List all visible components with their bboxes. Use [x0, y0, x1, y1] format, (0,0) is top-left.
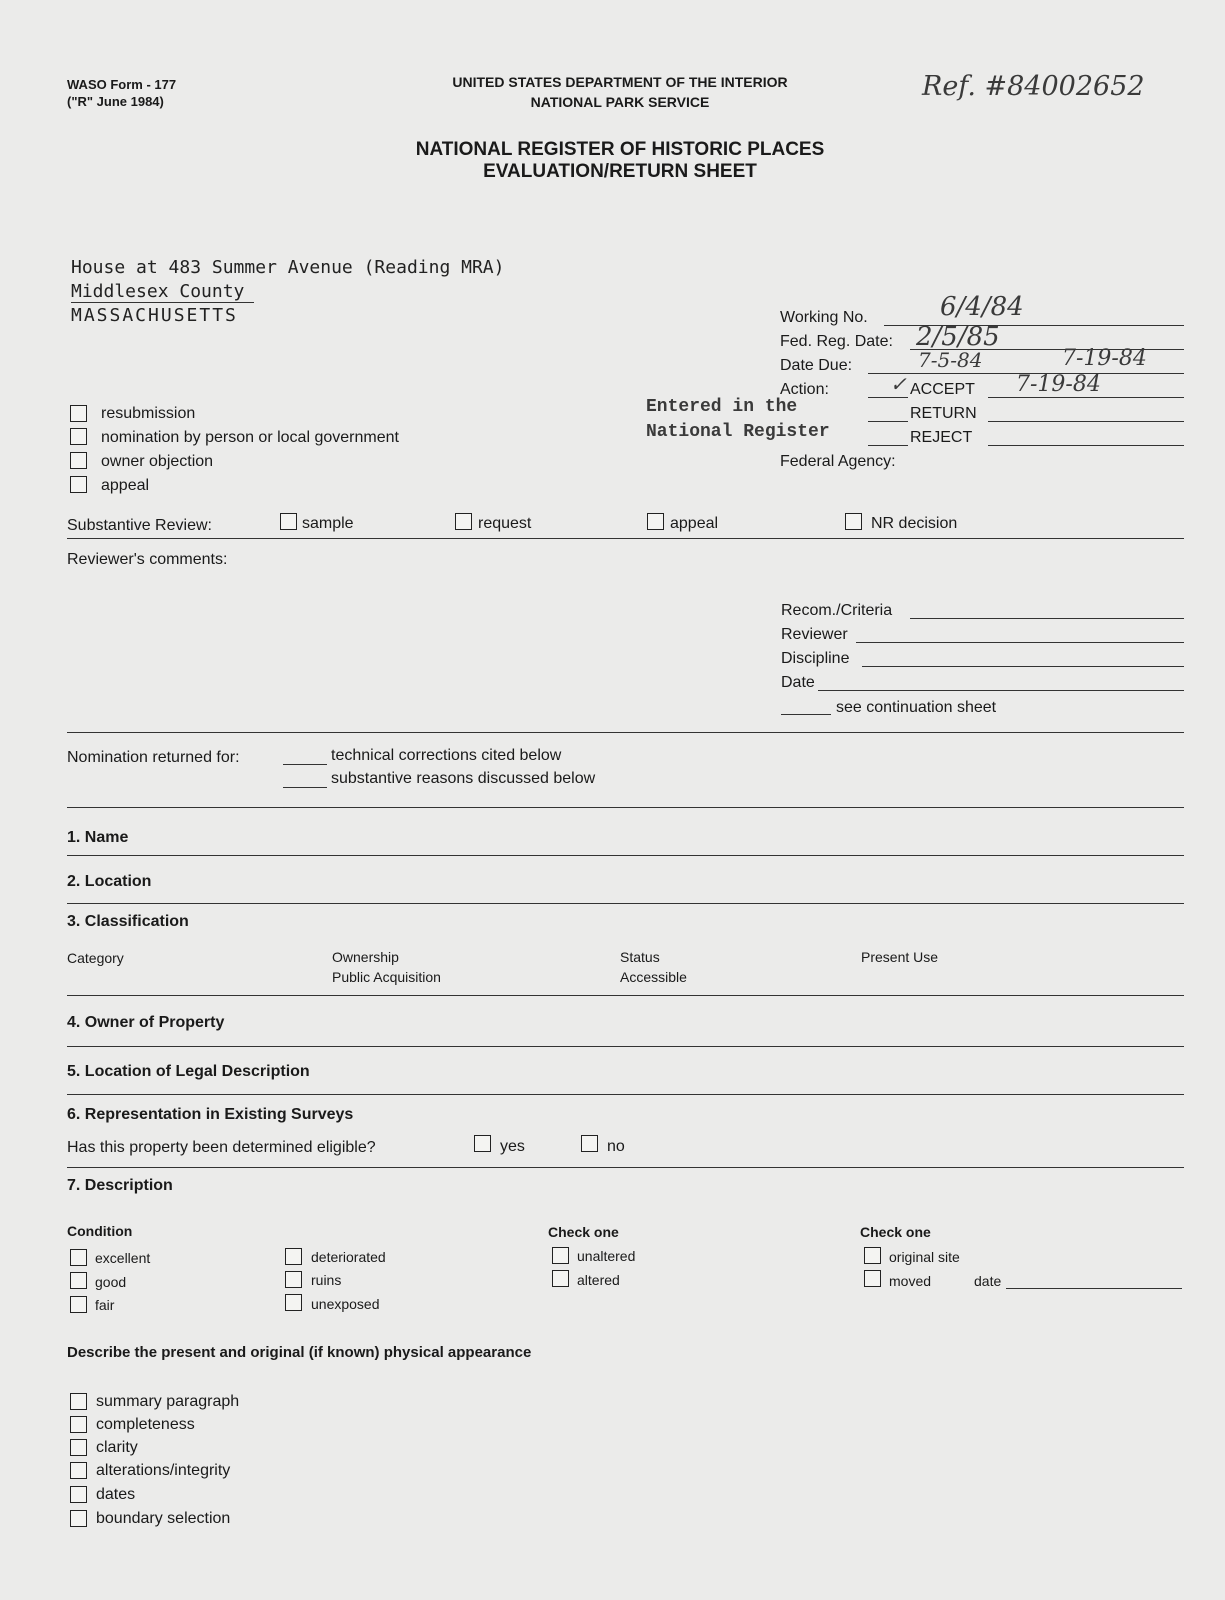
divider [67, 995, 1184, 996]
recom-criteria-label: Recom./Criteria [781, 602, 893, 619]
deteriorated-label: deteriorated [311, 1249, 386, 1265]
boundary-selection-checkbox[interactable] [70, 1510, 87, 1527]
substantive-review-label: Substantive Review: [67, 517, 212, 534]
public-acquisition-label: Public Acquisition [332, 969, 441, 985]
divider [67, 732, 1184, 733]
request-checkbox[interactable] [455, 513, 472, 530]
sample-label: sample [302, 515, 354, 532]
eligible-yes-checkbox[interactable] [474, 1135, 491, 1152]
appearance-heading: Describe the present and original (if known) physical appearance [67, 1344, 532, 1361]
property-name: House at 483 Summer Avenue (Reading MRA) [71, 257, 505, 278]
accept-line [988, 397, 1184, 398]
appeal-review-checkbox[interactable] [647, 513, 664, 530]
service-name: NATIONAL PARK SERVICE [530, 94, 710, 110]
section-owner-heading: 4. Owner of Property [67, 1014, 225, 1031]
continuation-blank [781, 714, 831, 715]
moved-date-label: date [974, 1273, 1002, 1289]
excellent-checkbox[interactable] [70, 1249, 87, 1266]
clarity-label: clarity [96, 1439, 138, 1456]
present-use-label: Present Use [861, 949, 939, 965]
moved-label: moved [889, 1273, 932, 1289]
entered-stamp-line1: Entered in the [646, 397, 798, 417]
nomination-label: nomination by person or local government [101, 429, 399, 446]
resubmission-label: resubmission [101, 405, 196, 422]
altered-label: altered [577, 1272, 620, 1288]
original-site-label: original site [889, 1249, 960, 1265]
technical-corrections-label: technical corrections cited below [331, 747, 562, 764]
eligible-no-label: no [607, 1138, 625, 1155]
section-legal-description-heading: 5. Location of Legal Description [67, 1063, 310, 1080]
working-no-value: 6/4/84 [940, 292, 1024, 322]
summary-paragraph-label: summary paragraph [96, 1393, 240, 1410]
altered-checkbox[interactable] [552, 1270, 569, 1287]
form-date: ("R" June 1984) [67, 94, 164, 109]
substantive-blank [283, 787, 327, 788]
owner-objection-checkbox[interactable] [70, 452, 87, 469]
check-one-label-a: Check one [548, 1224, 619, 1240]
ruins-label: ruins [311, 1272, 342, 1288]
fair-checkbox[interactable] [70, 1296, 87, 1313]
divider [67, 855, 1184, 856]
form-id: WASO Form - 177 [67, 77, 177, 92]
property-county: Middlesex County [71, 281, 245, 302]
nr-decision-label: NR decision [871, 515, 958, 532]
section-surveys-heading: 6. Representation in Existing Surveys [67, 1106, 354, 1123]
original-site-checkbox[interactable] [864, 1247, 881, 1264]
accessible-label: Accessible [620, 969, 687, 985]
federal-agency-label: Federal Agency: [780, 453, 896, 470]
reject-option: REJECT [910, 429, 973, 446]
date-due-label: Date Due: [780, 357, 853, 374]
review-date-line [818, 690, 1184, 691]
section-description-heading: 7. Description [67, 1177, 173, 1194]
good-checkbox[interactable] [70, 1272, 87, 1289]
return-option: RETURN [910, 405, 977, 422]
divider [67, 1046, 1184, 1047]
reject-blank [868, 445, 908, 446]
date-due-value-1: 7-5-84 [918, 348, 983, 372]
reviewers-comments-label: Reviewer's comments: [67, 551, 228, 568]
appeal-label: appeal [101, 477, 150, 494]
status-label: Status [620, 949, 660, 965]
accept-checkmark: ✓ [890, 372, 907, 396]
divider [67, 1167, 1184, 1168]
resubmission-checkbox[interactable] [70, 405, 87, 422]
form-subtitle: EVALUATION/RETURN SHEET [483, 161, 757, 182]
dates-checkbox[interactable] [70, 1486, 87, 1503]
deteriorated-checkbox[interactable] [285, 1248, 302, 1265]
unaltered-label: unaltered [577, 1248, 636, 1264]
request-label: request [478, 515, 532, 532]
divider [67, 903, 1184, 904]
eligible-yes-label: yes [500, 1138, 525, 1155]
recom-criteria-line [910, 618, 1184, 619]
condition-label: Condition [67, 1223, 133, 1239]
good-label: good [95, 1274, 127, 1290]
action-label: Action: [780, 381, 829, 398]
category-label: Category [67, 950, 124, 966]
form-title: NATIONAL REGISTER OF HISTORIC PLACES [415, 139, 825, 160]
divider [67, 1094, 1184, 1095]
continuation-sheet-label: see continuation sheet [836, 699, 997, 716]
alterations-integrity-label: alterations/integrity [96, 1462, 231, 1479]
completeness-label: completeness [96, 1416, 195, 1433]
substantive-reasons-label: substantive reasons discussed below [331, 770, 596, 787]
clarity-checkbox[interactable] [70, 1439, 87, 1456]
nr-decision-checkbox[interactable] [845, 513, 862, 530]
divider [67, 807, 1184, 808]
working-no-label: Working No. [780, 309, 868, 326]
excellent-label: excellent [95, 1250, 151, 1266]
check-one-label-b: Check one [860, 1224, 931, 1240]
fair-label: fair [95, 1297, 115, 1313]
ruins-checkbox[interactable] [285, 1271, 302, 1288]
unexposed-checkbox[interactable] [285, 1294, 302, 1311]
accept-option: ACCEPT [910, 381, 975, 398]
reviewer-label: Reviewer [781, 626, 848, 643]
county-underline [71, 302, 254, 303]
accept-date: 7-19-84 [1016, 372, 1101, 397]
eligibility-question: Has this property been determined eligible? [67, 1139, 376, 1156]
unaltered-checkbox[interactable] [552, 1247, 569, 1264]
section-location-heading: 2. Location [67, 873, 152, 890]
nomination-checkbox[interactable] [70, 428, 87, 445]
date-due-value-2: 7-19-84 [1062, 346, 1147, 371]
completeness-checkbox[interactable] [70, 1416, 87, 1433]
nomination-returned-label: Nomination returned for: [67, 749, 240, 766]
technical-blank [283, 764, 327, 765]
reject-line [988, 445, 1184, 446]
fed-reg-date-value: 2/5/85 [916, 322, 1000, 352]
reference-number-handwritten: Ref. #84002652 [922, 71, 1145, 102]
fed-reg-date-label: Fed. Reg. Date: [780, 333, 893, 350]
boundary-selection-label: boundary selection [96, 1510, 231, 1527]
alterations-integrity-checkbox[interactable] [70, 1462, 87, 1479]
divider [67, 538, 1184, 539]
owner-objection-label: owner objection [101, 453, 214, 470]
property-state: MASSACHUSETTS [71, 305, 238, 326]
appeal-review-label: appeal [670, 515, 719, 532]
department-name: UNITED STATES DEPARTMENT OF THE INTERIOR [452, 74, 788, 90]
appeal-checkbox[interactable] [70, 476, 87, 493]
eligible-no-checkbox[interactable] [581, 1135, 598, 1152]
entered-stamp-line2: National Register [646, 422, 830, 442]
review-date-label: Date [781, 674, 815, 691]
ownership-label: Ownership [332, 949, 399, 965]
dates-label: dates [96, 1486, 136, 1503]
discipline-line [862, 666, 1184, 667]
section-name-heading: 1. Name [67, 829, 129, 846]
summary-paragraph-checkbox[interactable] [70, 1393, 87, 1410]
unexposed-label: unexposed [311, 1296, 380, 1312]
section-classification-heading: 3. Classification [67, 913, 189, 930]
accept-blank [868, 397, 908, 398]
sample-checkbox[interactable] [280, 513, 297, 530]
moved-checkbox[interactable] [864, 1270, 881, 1287]
return-line [988, 421, 1184, 422]
return-blank [868, 421, 908, 422]
discipline-label: Discipline [781, 650, 850, 667]
moved-date-line [1006, 1288, 1182, 1289]
reviewer-line [856, 642, 1184, 643]
